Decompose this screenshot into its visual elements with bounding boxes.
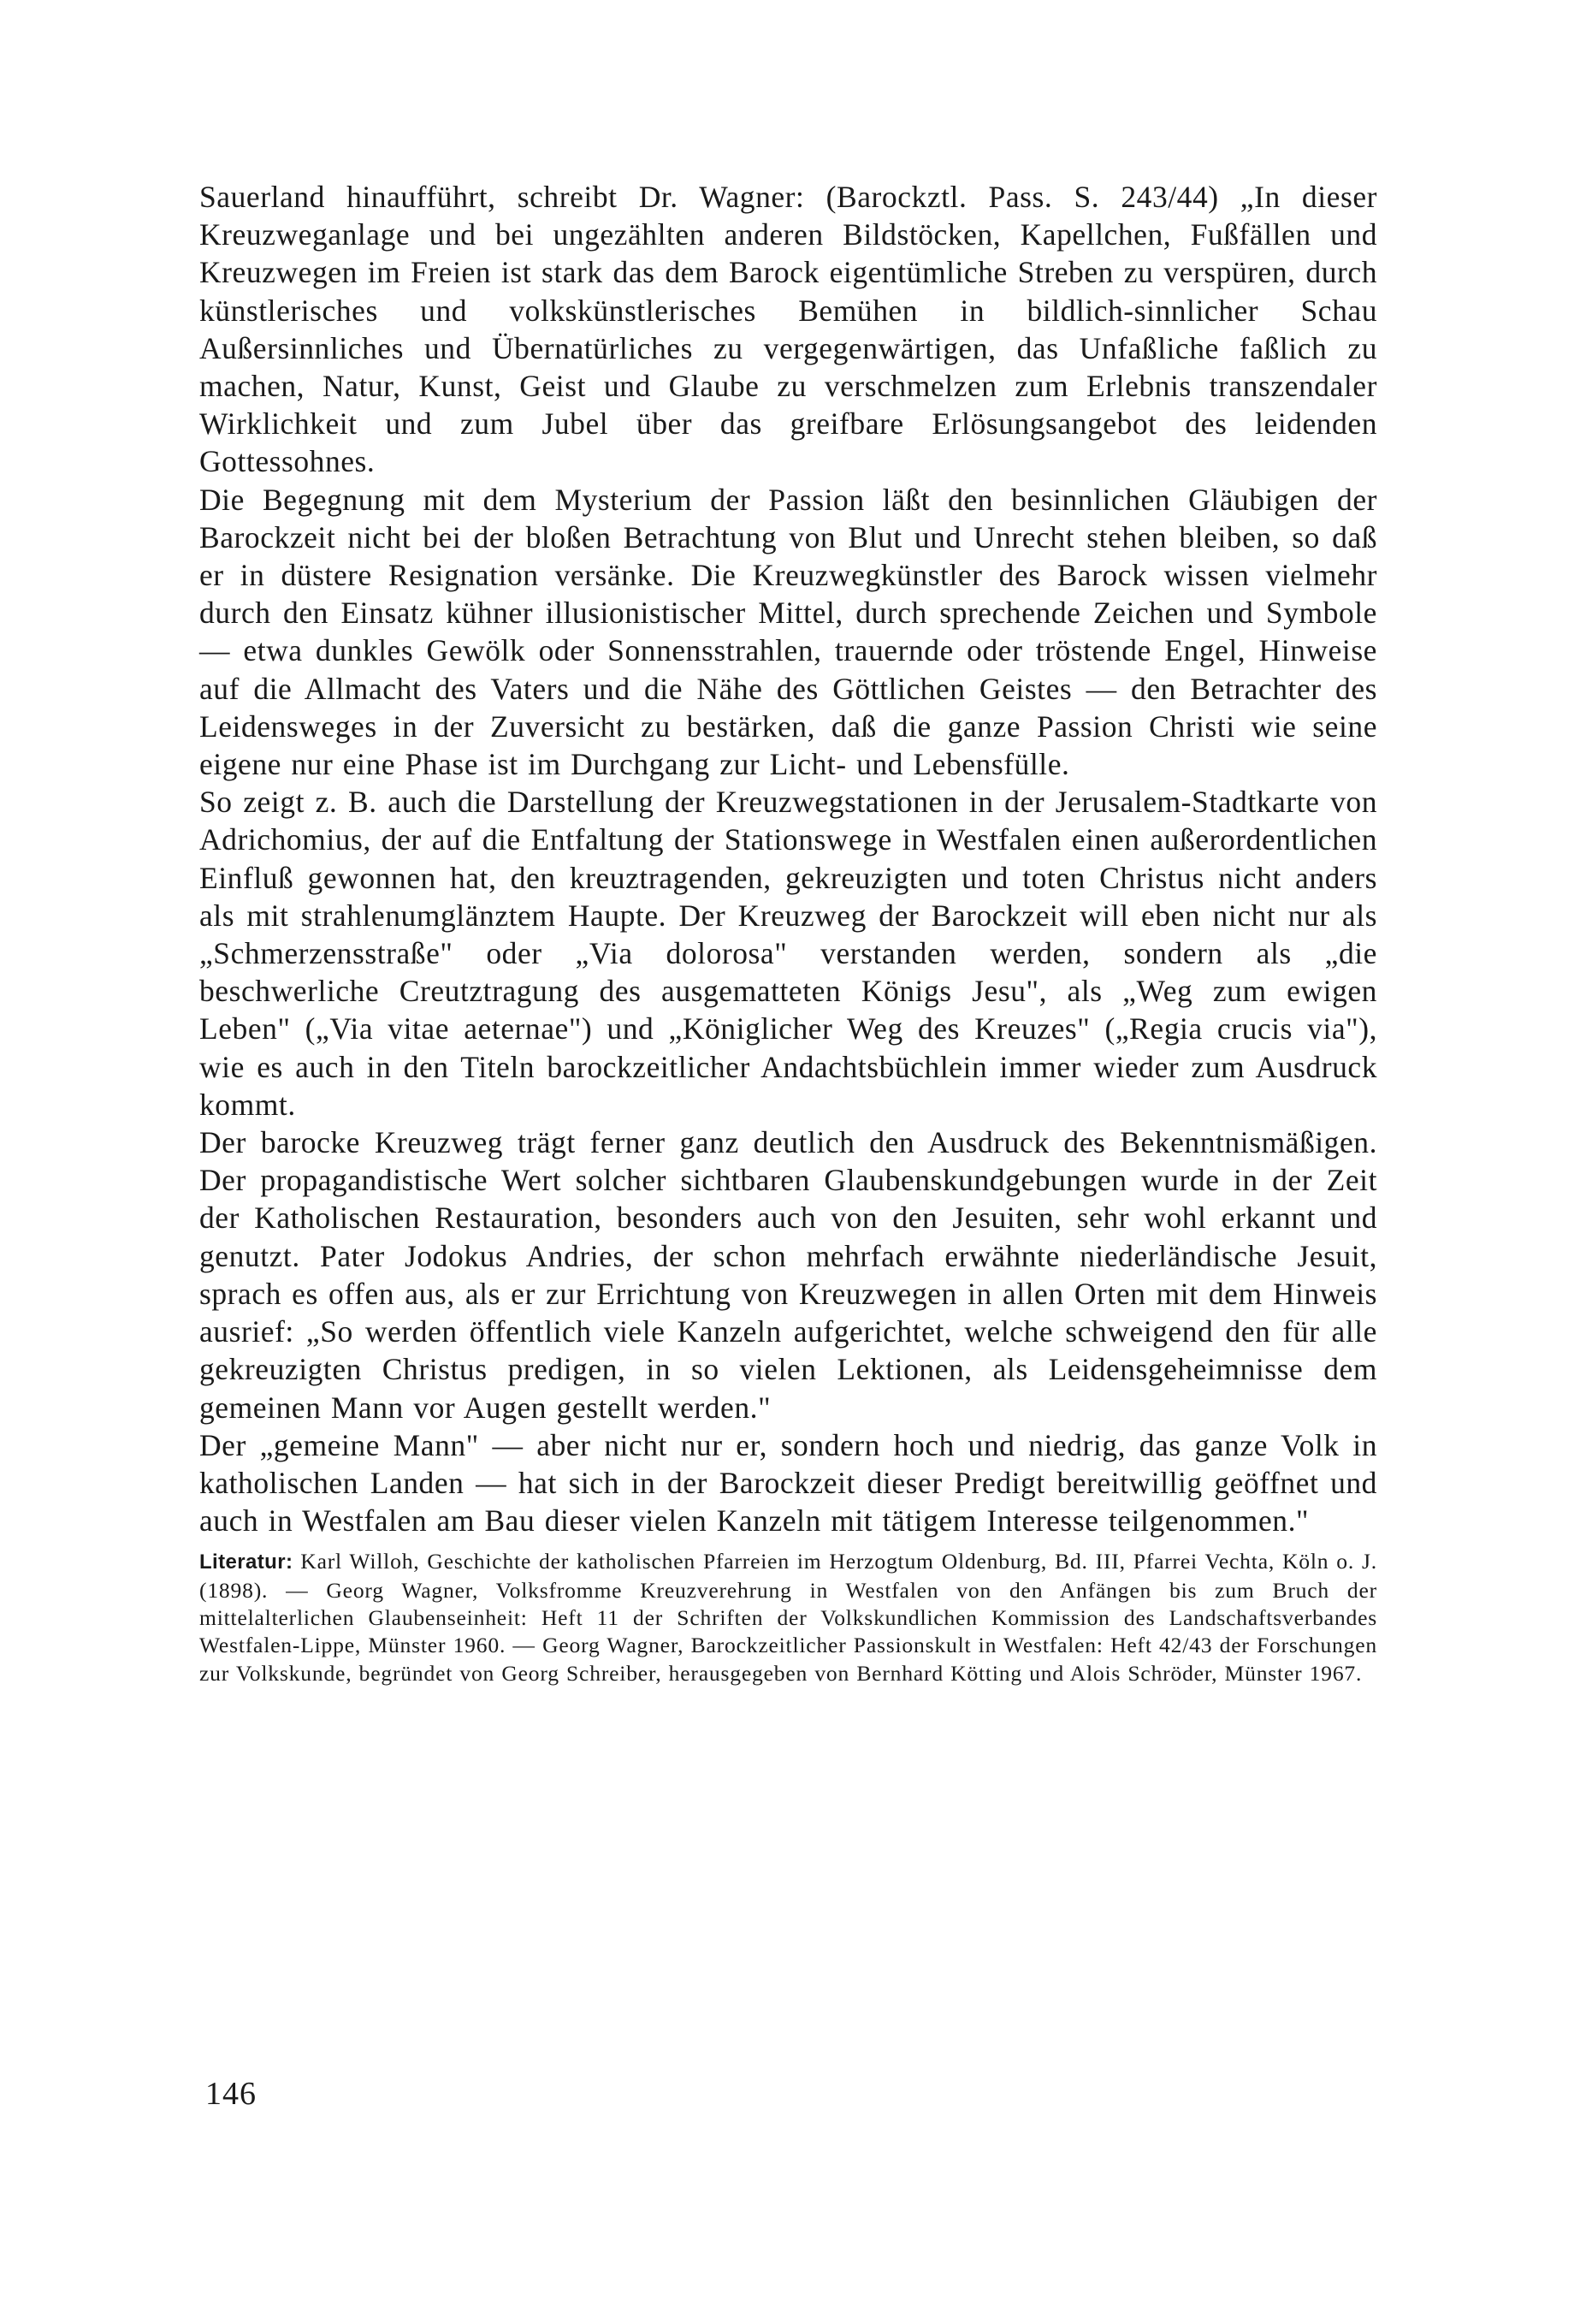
paragraph-4: Der barocke Kreuzweg trägt ferner ganz deutlich den Ausdruck des Bekenntnismäßigen. Der propagandistische Wert solcher sichtbaren Glaubenskundgebungen wurde in der Zeit der Katholischen Restauration, besonders auch von den Jesuiten, sehr wohl erkannt und genutzt. Pater Jodokus Andries, der schon mehrfach erwähnte niederländische Jesuit, sprach es offen aus, als er zur Errichtung von Kreuzwegen in allen Orten mit dem Hinweis ausrief: „So werden öffentlich viele Kanzeln aufgerichtet, welche schweigend den für alle gekreuzigten Christus predigen, in so vielen Lektionen, als Leidensgeheimnisse dem gemeinen Mann vor Augen gestellt werden." — [199, 1125, 1377, 1425]
page-body — [199, 178, 1377, 1687]
literature-label: Literatur: — [199, 1550, 293, 1574]
paragraph-1: Sauerland hinaufführt, schreibt Dr. Wagner: (Barockztl. Pass. S. 243/44) „In dieser Kreuzweganlage und bei ungezählten anderen Bildstöcken, Kapellchen, Fußfällen und Kreuzwegen im Freien ist stark das dem Barock eigentümliche Streben zu verspüren, durch künstlerisches und volkskünstlerisches Bemühen in bildlich-sinnlicher Schau Außersinnliches und Übernatürliches zu vergegenwärtigen, das Unfaßliche faßlich zu machen, Natur, Kunst, Geist und Glaube zu verschmelzen zum Erlebnis transzendaler Wirklichkeit und zum Jubel über das greifbare Erlösungsangebot des leidenden Gottessohnes. — [199, 180, 1377, 479]
literature-note — [199, 1548, 1377, 1687]
paragraph-3: So zeigt z. B. auch die Darstellung der Kreuzwegstationen in der Jerusalem-Stadtkarte von Adrichomius, der auf die Entfaltung der Stationswege in Westfalen einen außerordentlichen Einfluß gewonnen hat, den kreuztragenden, gekreuzigten und toten Christus nicht anders als mit strahlenumglänztem Haupte. Der Kreuzweg der Barockzeit will eben nicht nur als „Schmerzensstraße" oder „Via dolorosa" verstanden werden, sondern als „die beschwerliche Creutztragung des ausgematteten Königs Jesu", als „Weg zum ewigen Leben" („Via vitae aeternae") und „Königlicher Weg des Kreuzes" („Regia crucis via"), wie es auch in den Titeln barockzeitlicher Andachtsbüchlein immer wieder zum Ausdruck kommt. — [199, 785, 1377, 1122]
page-number: 146 — [205, 2076, 257, 2112]
literature-text: Karl Willoh, Geschichte der katholischen Pfarreien im Herzogtum Oldenburg, Bd. III, Pfarrei Vechta, Köln o. J. (1898). — Georg Wagner, Volksfromme Kreuzverehrung in Westfalen von den Anfängen bis zum Bruch der mittelalterlichen Glaubenseinheit: Heft 11 der Schriften der Volkskundlichen Kommission des Landschaftsverbandes Westfalen-Lippe, Münster 1960. — Georg Wagner, Barockzeitlicher Passionskult in Westfalen: Heft 42/43 der Forschungen zur Volkskunde, begründet von Georg Schreiber, herausgegeben von Bernhard Kötting und Alois Schröder, Münster 1967. — [199, 1549, 1377, 1686]
paragraph-5: Der „gemeine Mann" — aber nicht nur er, sondern hoch und niedrig, das ganze Volk in katholischen Landen — hat sich in der Barockzeit dieser Predigt bereitwillig geöffnet und auch in Westfalen am Bau dieser vielen Kanzeln mit tätigem Interesse teilgenommen." — [199, 1427, 1377, 1538]
paragraph-2: Die Begegnung mit dem Mysterium der Passion läßt den besinnlichen Gläubigen der Barockzeit nicht bei der bloßen Betrachtung von Blut und Unrecht stehen bleiben, so daß er in düstere Resignation versänke. Die Kreuzwegkünstler des Barock wissen vielmehr durch den Einsatz kühner illusionistischer Mittel, durch sprechende Zeichen und Symbole — etwa dunkles Gewölk oder Sonnensstrahlen, trauernde oder tröstende Engel, Hinweise auf die Allmacht des Vaters und die Nähe des Göttlichen Geistes — den Betrachter des Leidensweges in der Zuversicht zu bestärken, daß die ganze Passion Christi wie seine eigene nur eine Phase ist im Durchgang zur Licht- und Lebensfülle. — [199, 482, 1377, 782]
